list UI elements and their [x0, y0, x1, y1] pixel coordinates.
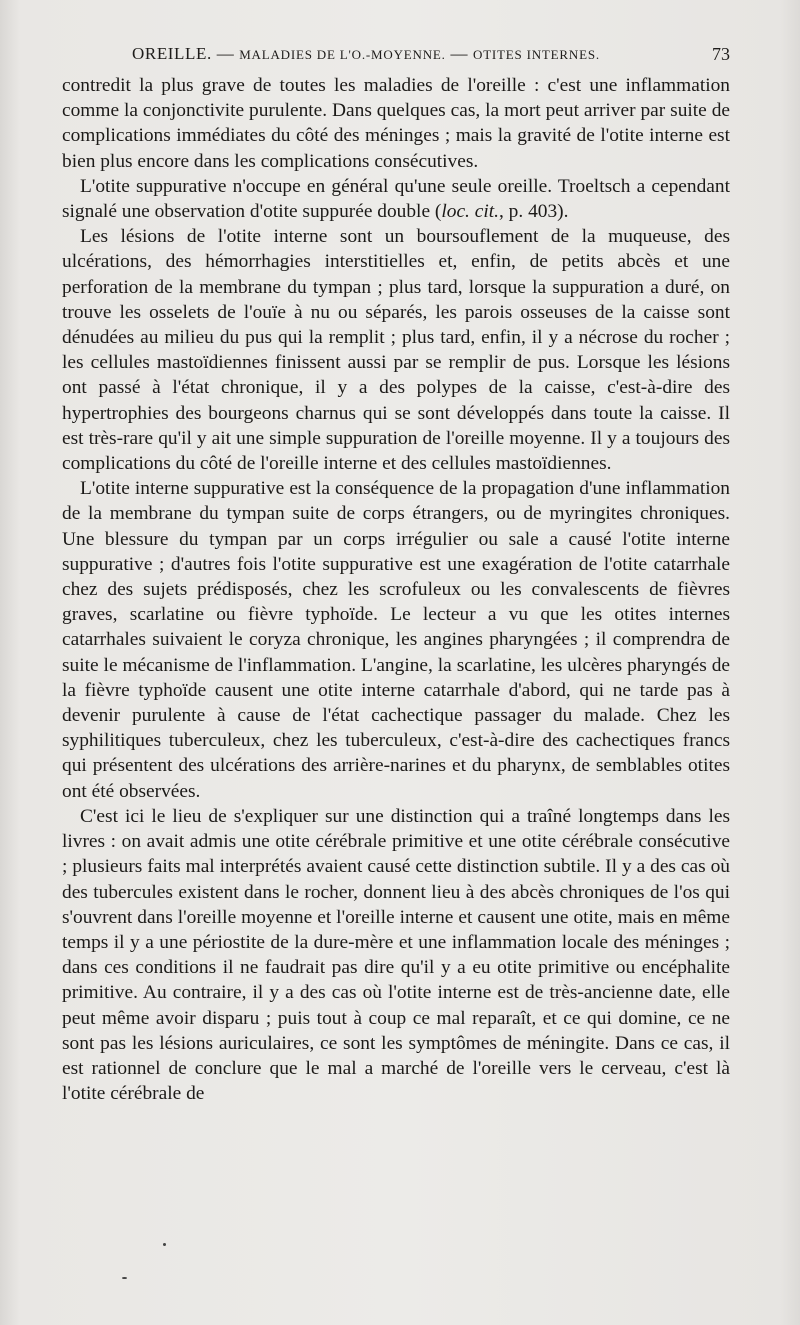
page-number: 73 — [712, 44, 730, 64]
citation-abbrev: loc. cit. — [441, 201, 499, 223]
running-head — [62, 44, 730, 70]
title-section: MALADIES DE L'O. — [239, 47, 366, 62]
paragraph: C'est ici le lieu de s'expliquer sur une distinction qui a traîné longtemps dans les livres : on avait admis une otite cérébrale primitive et une otite cérébrale consécutive ; plusieurs faits mal interprétés avaient causé cette distinction subtile. Il y a des cas où des tubercules existent dans le rocher, donnent lieu à des abcès chroniques de l'os qui s'ouvrent dans l'oreille moyenne et l'oreille interne et causent une otite, mais en même temps il y a une périostite de la dure-mère et une inflammation locale des méninges ; dans ces conditions il ne faudrait pas dire qu'il y a eu otite primitive ou encéphalite primitive. Au contraire, il y a des cas où l'otite interne est de très-ancienne date, elle peut même avoir disparu ; puis tout à coup ce mal reparaît, et ce qui domine, ce ne sont pas les lésions auriculaires, ce sont les symptômes de méningite. Dans ce cas, il est rationnel de conclure que le mal a marché de l'oreille vers le cerveau, c'est là l'otite cérébrale de — [62, 805, 730, 1105]
paragraph: L'otite interne suppurative est la conséquence de la propagation d'une inflammation de la membrane du tympan suite de corps étrangers, ou de myringites chroniques. Une blessure du tympan par un corps irrégulier ou sale a causé l'otite interne suppurative ; d'autres fois l'otite suppurative est une exagération de l'otite catarrhale chez des sujets prédisposés, chez les scrofuleux ou les convalescents de fièvres graves, scarlatine ou fièvre typhoïde. Le lecteur a vu que les otites internes catarrhales suivaient le coryza chronique, les angines pharyngées ; il comprendra de suite le mécanisme de l'inflammation. L'angine, la scarlatine, les ulcères pharyngés de la fièvre typhoïde causent une otite interne catarrhale d'abord, qui ne tarde pas à devenir purulente à cause de l'état cachectique passager du malade. Chez les syphilitiques tuberculeux, chez les tuberculeux, c'est-à-dire des cachectiques francs qui présentent des ulcérations des arrière-narines et du pharynx, de semblables otites ont été observées. — [62, 478, 730, 802]
title-section-cont: -MOYENNE. — [365, 47, 446, 62]
running-head-title — [132, 44, 600, 64]
title-separator: — — [445, 44, 473, 63]
paragraph: Les lésions de l'otite interne sont un boursouflement de la muqueuse, des ulcérations, des hémorrhagies interstitielles et, enfin, de petits abcès et une perforation de la membrane du tympan ; plus tard, lorsque la suppuration a duré, on trouve les osselets de l'ouïe à nu ou séparés, les parois osseuses de la caisse sont dénudées au milieu du pus qui la remplit ; plus tard, enfin, il y a nécrose du rocher ; les cellules mastoïdiennes finissent aussi par se remplir de pus. Lorsque les lésions ont passé à l'état chronique, il y a des polypes de la caisse, c'est-à-dire des hypertrophies des bourgeons charnus qui se sont développés dans toute la caisse. Il est très-rare qu'il y ait une simple suppuration de l'oreille moyenne. Il y a toujours des complications du côté de l'oreille interne et des cellules mastoïdiennes. — [62, 226, 730, 475]
paragraph: L'otite suppurative n'occupe en général qu'une seule oreille. Troeltsch a cependant signalé une observation d'otite suppurée double (loc. cit., p. 403). — [62, 175, 730, 223]
body-text — [62, 73, 730, 1106]
ink-speck — [163, 1243, 166, 1246]
title-separator: — — [211, 44, 240, 63]
ink-speck — [122, 1277, 127, 1279]
title-main: OREILLE. — [132, 44, 212, 63]
paragraph: contredit la plus grave de toutes les maladies de l'oreille : c'est une inflammation comme la conjonctivite purulente. Dans quelques cas, la mort peut arriver par suite de complications immédiates du côté des méninges ; mais la gravité de l'otite interne est bien plus encore dans les complications consécutives. — [62, 75, 730, 172]
title-subsection: OTITES INTERNES. — [473, 47, 600, 62]
